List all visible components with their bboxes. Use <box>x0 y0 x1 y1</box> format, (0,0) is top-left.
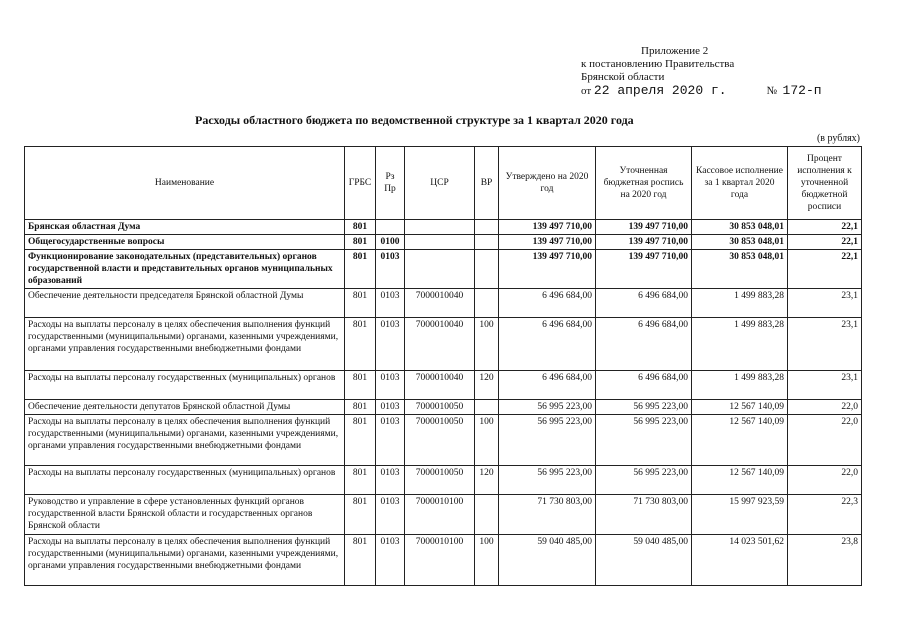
cell-percent: 22,0 <box>788 415 862 466</box>
col-header-percent: Процент исполнения к уточненной бюджетной росписи <box>788 147 862 220</box>
cell-approved: 56 995 223,00 <box>499 415 596 466</box>
decree-header <box>581 45 871 98</box>
cell-rzpr: 0103 <box>376 289 405 318</box>
units-label: (в рублях) <box>816 133 860 144</box>
cell-rzpr: 0103 <box>376 250 405 289</box>
expenditure-table <box>24 146 862 586</box>
cell-percent: 22,1 <box>788 250 862 289</box>
table-row <box>25 220 862 235</box>
cell-name: Расходы на выплаты персоналу в целях обеспечения выполнения функций государственными (муниципальными) органами, казенными учреждениями, органами управления государственными внебюджетными фондами <box>25 535 345 586</box>
cell-percent: 23,1 <box>788 289 862 318</box>
cell-refined: 139 497 710,00 <box>596 220 692 235</box>
cell-grbs: 801 <box>345 371 376 400</box>
region-name: Брянской области <box>581 71 665 83</box>
cell-cash: 15 997 923,59 <box>692 495 788 535</box>
table-row <box>25 371 862 400</box>
table-row <box>25 400 862 415</box>
cell-name: Брянская областная Дума <box>25 220 345 235</box>
table-row <box>25 466 862 495</box>
table-row <box>25 250 862 289</box>
cell-name: Расходы на выплаты персоналу государственных (муниципальных) органов <box>25 466 345 495</box>
cell-csr: 7000010050 <box>405 415 475 466</box>
cell-name: Расходы на выплаты персоналу в целях обеспечения выполнения функций государственными (муниципальными) органами, казенными учреждениями, органами управления государственными внебюджетными фондами <box>25 415 345 466</box>
cell-approved: 6 496 684,00 <box>499 289 596 318</box>
cell-percent: 23,8 <box>788 535 862 586</box>
cell-approved: 139 497 710,00 <box>499 235 596 250</box>
cell-cash: 30 853 048,01 <box>692 235 788 250</box>
cell-rzpr: 0103 <box>376 495 405 535</box>
col-header-grbs: ГРБС <box>345 147 376 220</box>
cell-percent: 23,1 <box>788 318 862 371</box>
cell-name: Расходы на выплаты персоналу в целях обеспечения выполнения функций государственными (муниципальными) органами, казенными учреждениями, органами управления государственными внебюджетными фондами <box>25 318 345 371</box>
cell-refined: 56 995 223,00 <box>596 466 692 495</box>
cell-csr: 7000010050 <box>405 400 475 415</box>
cell-approved: 139 497 710,00 <box>499 220 596 235</box>
cell-cash: 30 853 048,01 <box>692 220 788 235</box>
cell-percent: 23,1 <box>788 371 862 400</box>
cell-cash: 30 853 048,01 <box>692 250 788 289</box>
col-header-vr: ВР <box>475 147 499 220</box>
cell-grbs: 801 <box>345 535 376 586</box>
cell-approved: 71 730 803,00 <box>499 495 596 535</box>
table-row <box>25 535 862 586</box>
cell-cash: 12 567 140,09 <box>692 400 788 415</box>
cell-grbs: 801 <box>345 318 376 371</box>
cell-percent: 22,0 <box>788 400 862 415</box>
cell-grbs: 801 <box>345 400 376 415</box>
cell-grbs: 801 <box>345 495 376 535</box>
cell-approved: 139 497 710,00 <box>499 250 596 289</box>
cell-cash: 1 499 883,28 <box>692 318 788 371</box>
cell-csr <box>405 250 475 289</box>
cell-grbs: 801 <box>345 466 376 495</box>
cell-grbs: 801 <box>345 415 376 466</box>
cell-vr: 120 <box>475 466 499 495</box>
cell-rzpr: 0103 <box>376 535 405 586</box>
cell-rzpr: 0103 <box>376 371 405 400</box>
decree-date: 22 апреля 2020 г. <box>593 83 727 98</box>
cell-refined: 6 496 684,00 <box>596 289 692 318</box>
cell-name: Функционирование законодательных (представительных) органов государственной власти и представительных органов муниципальных образований <box>25 250 345 289</box>
cell-refined: 139 497 710,00 <box>596 250 692 289</box>
cell-rzpr: 0103 <box>376 466 405 495</box>
cell-vr <box>475 250 499 289</box>
col-header-rzpr: Рз Пр <box>376 147 405 220</box>
appendix-label: Приложение 2 <box>641 45 709 57</box>
col-header-csr: ЦСР <box>405 147 475 220</box>
cell-name: Обеспечение деятельности депутатов Брянской областной Думы <box>25 400 345 415</box>
cell-csr: 7000010040 <box>405 371 475 400</box>
cell-refined: 139 497 710,00 <box>596 235 692 250</box>
cell-percent: 22,1 <box>788 220 862 235</box>
cell-csr: 7000010040 <box>405 318 475 371</box>
cell-csr: 7000010040 <box>405 289 475 318</box>
cell-approved: 6 496 684,00 <box>499 318 596 371</box>
col-header-cash: Кассовое исполнение за 1 квартал 2020 года <box>692 147 788 220</box>
cell-rzpr: 0100 <box>376 235 405 250</box>
table-row <box>25 235 862 250</box>
cell-rzpr: 0103 <box>376 400 405 415</box>
cell-refined: 71 730 803,00 <box>596 495 692 535</box>
cell-vr: 100 <box>475 535 499 586</box>
col-header-approved: Утверждено на 2020 год <box>499 147 596 220</box>
cell-name: Расходы на выплаты персоналу государственных (муниципальных) органов <box>25 371 345 400</box>
cell-rzpr: 0103 <box>376 318 405 371</box>
cell-cash: 12 567 140,09 <box>692 415 788 466</box>
cell-csr: 7000010100 <box>405 495 475 535</box>
cell-vr: 100 <box>475 318 499 371</box>
cell-vr <box>475 220 499 235</box>
cell-refined: 56 995 223,00 <box>596 415 692 466</box>
document-title: Расходы областного бюджета по ведомственной структуре за 1 квартал 2020 года <box>195 113 634 127</box>
cell-refined: 6 496 684,00 <box>596 371 692 400</box>
cell-percent: 22,0 <box>788 466 862 495</box>
cell-vr <box>475 495 499 535</box>
cell-approved: 56 995 223,00 <box>499 466 596 495</box>
cell-grbs: 801 <box>345 250 376 289</box>
table-row <box>25 318 862 371</box>
date-prefix: от <box>581 85 592 97</box>
cell-cash: 1 499 883,28 <box>692 371 788 400</box>
table-row <box>25 415 862 466</box>
col-header-name: Наименование <box>25 147 345 220</box>
cell-csr: 7000010050 <box>405 466 475 495</box>
date-number-line <box>581 84 871 98</box>
table-row <box>25 495 862 535</box>
cell-refined: 6 496 684,00 <box>596 318 692 371</box>
cell-percent: 22,3 <box>788 495 862 535</box>
cell-cash: 12 567 140,09 <box>692 466 788 495</box>
cell-cash: 1 499 883,28 <box>692 289 788 318</box>
cell-percent: 22,1 <box>788 235 862 250</box>
cell-name: Общегосударственные вопросы <box>25 235 345 250</box>
cell-name: Руководство и управление в сфере установленных функций органов государственной власти Брянской области и государственных органов Брянской области <box>25 495 345 535</box>
col-header-refined: Уточненная бюджетная роспись на 2020 год <box>596 147 692 220</box>
cell-refined: 59 040 485,00 <box>596 535 692 586</box>
cell-vr <box>475 235 499 250</box>
cell-csr: 7000010100 <box>405 535 475 586</box>
cell-rzpr <box>376 220 405 235</box>
cell-vr: 120 <box>475 371 499 400</box>
cell-refined: 56 995 223,00 <box>596 400 692 415</box>
table-header-row <box>25 147 862 220</box>
cell-approved: 59 040 485,00 <box>499 535 596 586</box>
cell-csr <box>405 220 475 235</box>
cell-grbs: 801 <box>345 220 376 235</box>
table-row <box>25 289 862 318</box>
cell-vr <box>475 289 499 318</box>
cell-vr: 100 <box>475 415 499 466</box>
cell-grbs: 801 <box>345 235 376 250</box>
cell-approved: 56 995 223,00 <box>499 400 596 415</box>
decree-number: 172-п <box>782 83 822 98</box>
cell-cash: 14 023 501,62 <box>692 535 788 586</box>
cell-rzpr: 0103 <box>376 415 405 466</box>
cell-name: Обеспечение деятельности председателя Брянской областной Думы <box>25 289 345 318</box>
number-prefix: № <box>766 85 778 97</box>
cell-csr <box>405 235 475 250</box>
decree-reference: к постановлению Правительства <box>581 58 735 70</box>
cell-vr <box>475 400 499 415</box>
cell-approved: 6 496 684,00 <box>499 371 596 400</box>
cell-grbs: 801 <box>345 289 376 318</box>
